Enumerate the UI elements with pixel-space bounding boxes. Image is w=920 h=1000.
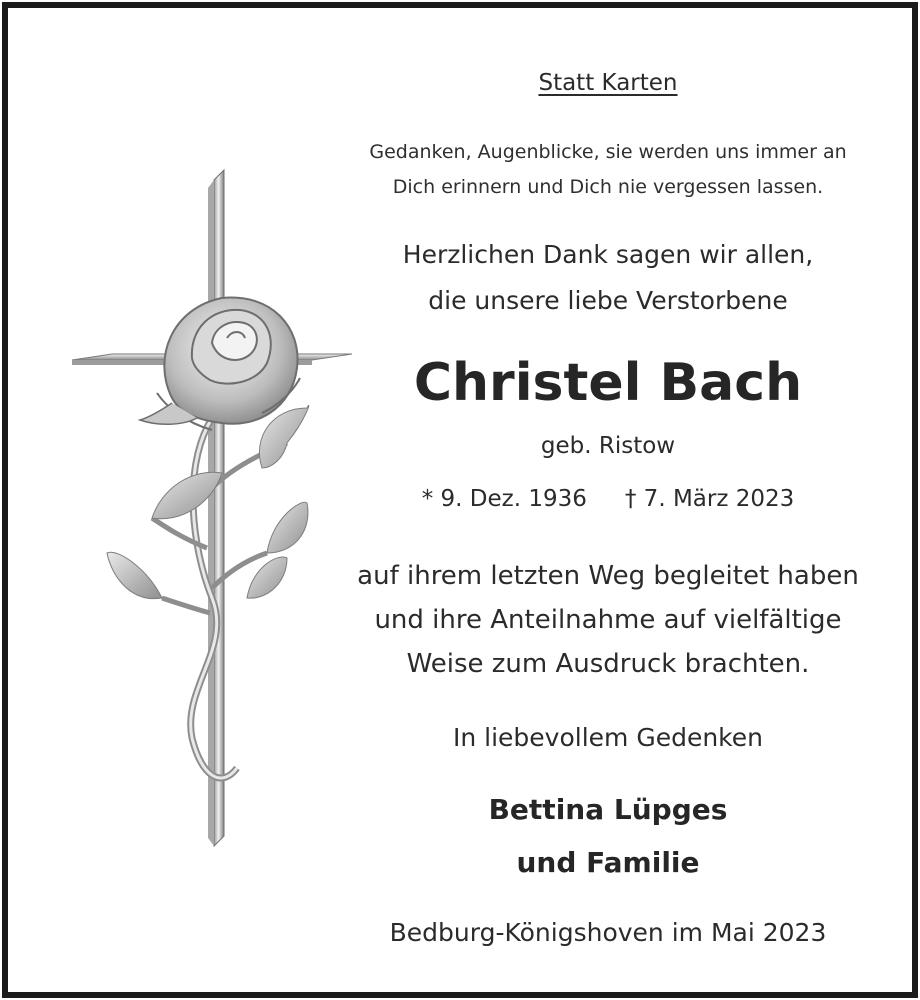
signer-line-1: Bettina Lüpges bbox=[488, 793, 728, 826]
message-line-1: auf ihrem letzten Weg begleitet haben bbox=[357, 561, 859, 591]
birth-name: geb. Ristow bbox=[540, 433, 676, 459]
place-and-date: Bedburg-Königshoven im Mai 2023 bbox=[389, 918, 827, 947]
verse-line-2: Dich erinnern und Dich nie vergessen lassen. bbox=[392, 176, 824, 198]
statt-karten-heading: Statt Karten bbox=[538, 70, 678, 96]
life-dates bbox=[308, 486, 908, 512]
message-line-3: Weise zum Ausdruck brachten. bbox=[406, 649, 810, 679]
thanks-line-1: Herzlichen Dank sagen wir allen, bbox=[402, 240, 814, 269]
obituary-notice bbox=[2, 2, 918, 998]
death-date: † 7. März 2023 bbox=[624, 486, 795, 512]
deceased-name: Christel Bach bbox=[413, 353, 803, 413]
verse-line-1: Gedanken, Augenblicke, sie werden uns immer an bbox=[369, 141, 847, 163]
birth-date: * 9. Dez. 1936 bbox=[421, 486, 587, 512]
cross-with-rose-icon bbox=[62, 168, 362, 868]
closing-phrase: In liebevollem Gedenken bbox=[452, 723, 763, 752]
message-line-2: und ihre Anteilnahme auf vielfältige bbox=[374, 605, 842, 635]
thanks-line-2: die unsere liebe Verstorbene bbox=[428, 286, 788, 315]
signer-line-2: und Familie bbox=[516, 846, 700, 879]
